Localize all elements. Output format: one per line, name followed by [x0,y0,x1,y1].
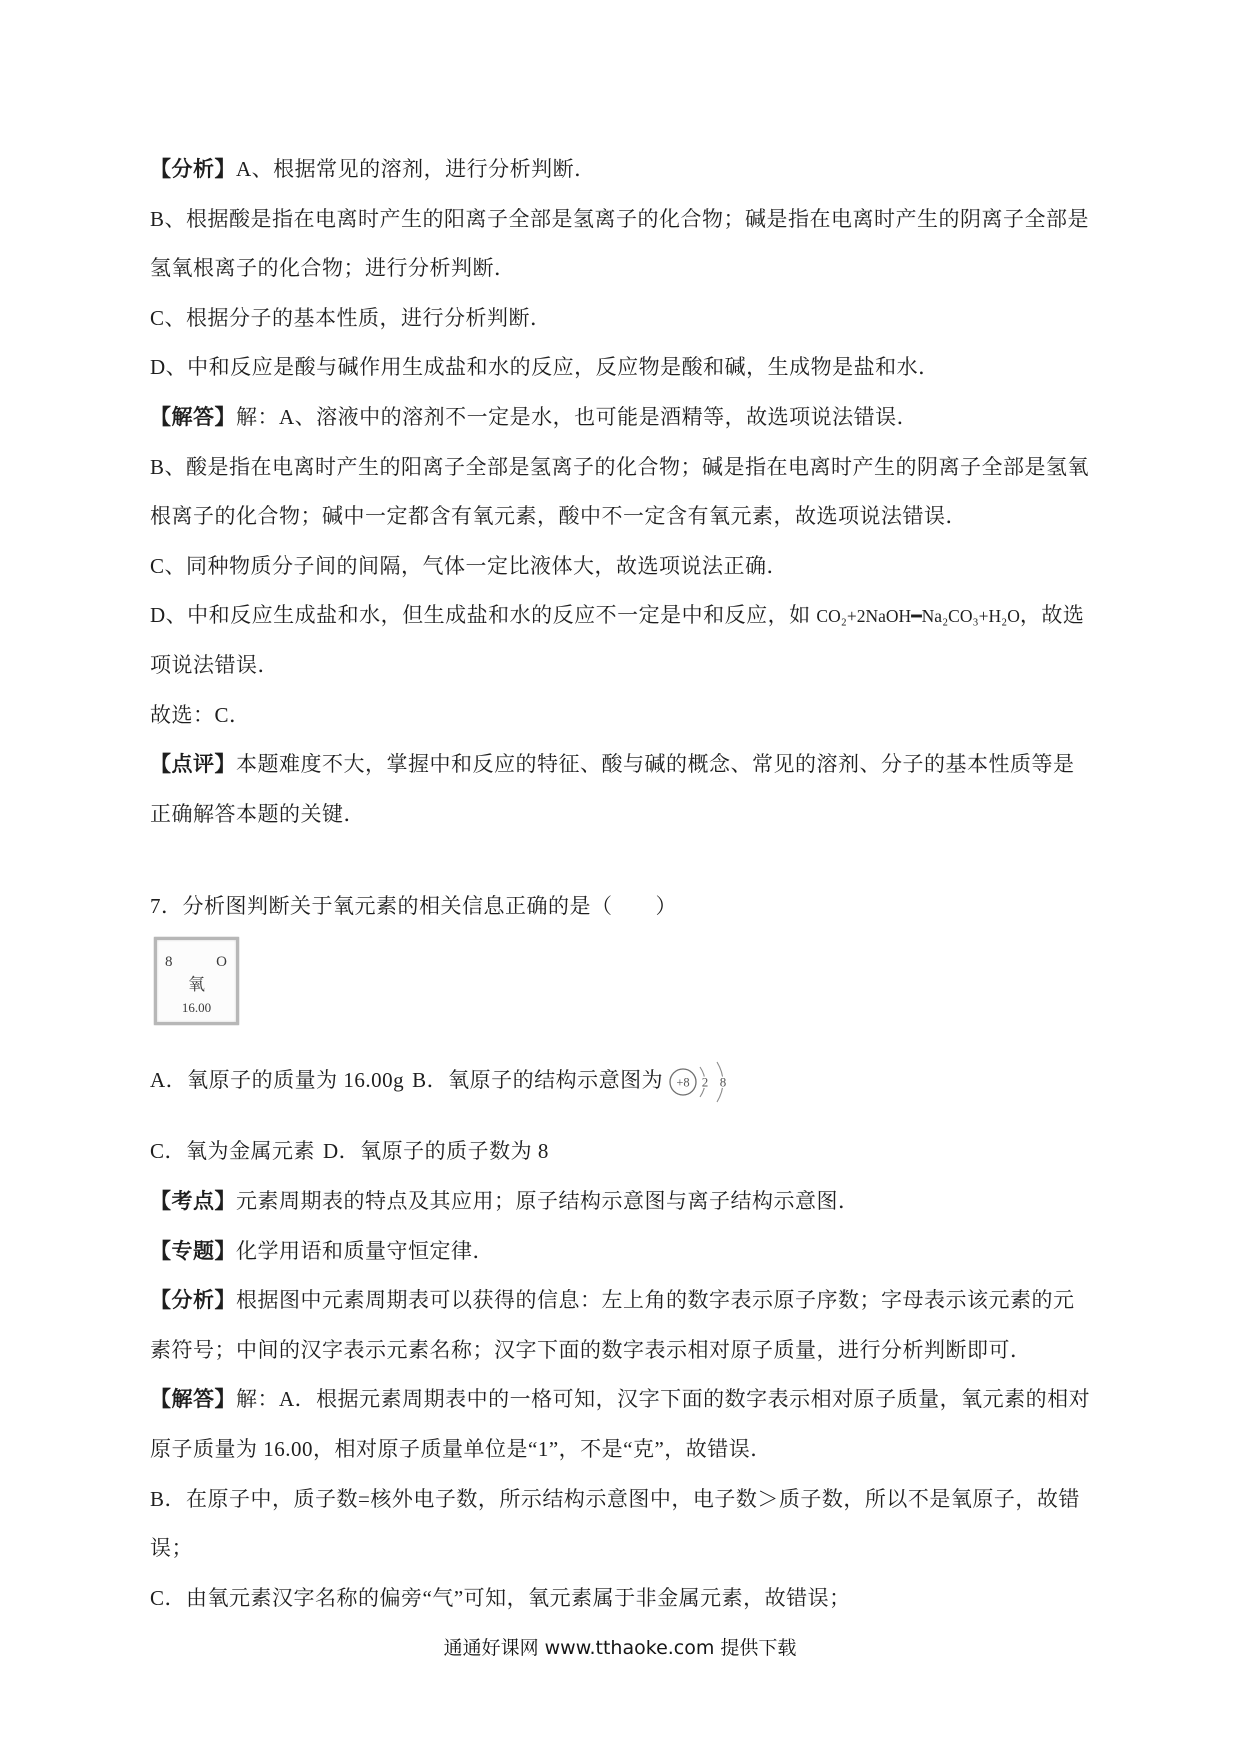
analysis-label: 【分析】 [150,157,236,181]
footer-text: 通通好课网 www.tthaoke.com 提供下载 [443,1637,797,1659]
shell-2-electron-count: 8 [719,1074,727,1090]
line-text: 氢氧根离子的化合物；进行分析判断． [150,256,516,281]
explanation-line [150,1425,1130,1475]
comment-label: 【点评】 [150,752,236,777]
explanation-line [150,691,1130,741]
explanation-line [150,1574,1130,1624]
previous-question-explanation [150,145,1130,839]
explanation-line [150,393,1130,443]
options-row-ab [150,1056,1130,1106]
explanation-line [150,542,1130,592]
line-text: C、根据分子的基本性质，进行分析判断． [150,305,552,330]
explanation-line [150,244,1130,294]
options-row-cd [150,1127,1130,1177]
shell-1-electron-count: 2 [701,1074,709,1090]
element-name: 氧 [188,975,205,994]
question-text: 7．分析图判断关于氧元素的相关信息正确的是（ ） [150,894,677,918]
line-text: 解：A．根据元素周期表中的一格可知，汉字下面的数字表示相对原子质量，氧元素的相对 [236,1387,1091,1412]
explanation-line [150,145,1130,195]
line-text: 正确解答本题的关键． [150,801,365,826]
explanation-line [150,443,1130,493]
solution-label: 【解答】 [150,1387,236,1412]
chemical-equation: CO₂+2NaOH━Na₂CO₃+H₂O [816,606,1020,627]
option-c: C．氧为金属元素 [150,1139,316,1163]
line-text-tail: ，故选 [1019,603,1085,628]
line-text: C、同种物质分子间的间隔，气体一定比液体大，故选项说法正确． [150,553,789,578]
relative-atomic-mass: 16.00 [181,1000,212,1015]
nucleus-charge: +8 [676,1075,690,1090]
explanation-line [150,790,1130,840]
topic-label: 【专题】 [150,1238,236,1263]
option-a: A．氧原子的质量为 16.00g [150,1068,405,1092]
explanation-line [150,1326,1130,1376]
explanation-line [150,1177,1130,1227]
line-text: 元素周期表的特点及其应用；原子结构示意图与离子结构示意图． [236,1189,860,1213]
explanation-line [150,1475,1130,1525]
line-text: D、中和反应是酸与碱作用生成盐和水的反应，反应物是酸和碱，生成物是盐和水． [150,355,940,380]
atomic-number: 8 [165,954,173,970]
periodic-table-cell-oxygen [154,937,239,1025]
explanation-line [150,1227,1130,1277]
line-text: C．由氧元素汉字名称的偏旁“气”可知，氧元素属于非金属元素，故错误； [150,1585,851,1610]
line-text: 根据图中元素周期表可以获得的信息：左上角的数字表示原子序数；字母表示该元素的元 [236,1288,1075,1313]
explanation-line [150,343,1130,393]
line-text: 误； [150,1536,193,1561]
explanation-line [150,1276,1130,1326]
question-7-explanation [150,1177,1130,1623]
line-text: D、中和反应生成盐和水，但生成盐和水的反应不一定是中和反应，如 [150,603,817,628]
explanation-line [150,492,1130,542]
line-text: A、根据常见的溶剂，进行分析判断． [236,157,596,181]
explanation-line [150,740,1130,790]
analysis-label: 【分析】 [150,1288,236,1313]
answer-choice: 故选：C． [150,702,251,727]
element-symbol: O [216,954,227,970]
question-stem [150,882,1130,932]
explanation-line [150,1375,1130,1425]
explanation-line [150,1524,1130,1574]
option-b: B．氧原子的结构示意图为 [412,1068,664,1092]
line-text: 根离子的化合物；碱中一定都含有氧元素，酸中不一定含有氧元素，故选项说法错误． [150,504,967,529]
option-d: D．氧原子的质子数为 8 [323,1139,549,1163]
solution-label: 【解答】 [150,404,236,429]
explanation-line [150,591,1130,641]
line-text: 素符号；中间的汉字表示元素名称；汉字下面的数字表示相对原子质量，进行分析判断即可． [150,1337,1032,1362]
line-text: 解：A、溶液中的溶剂不一定是水，也可能是酒精等，故选项说法错误． [236,404,919,429]
atomic-structure-diagram [667,1056,733,1108]
line-text: 原子质量为 16.00，相对原子质量单位是“1”，不是“克”，故错误． [150,1436,772,1461]
line-text: B．在原子中，质子数=核外电子数，所示结构示意图中，电子数＞质子数，所以不是氧原子，故错 [150,1486,1080,1511]
line-text: B、根据酸是指在电离时产生的阳离子全部是氢离子的化合物；碱是指在电离时产生的阴离子全部是 [150,206,1090,231]
explanation-line [150,641,1130,691]
explanation-line [150,294,1130,344]
page-footer [0,1634,1240,1662]
key-point-label: 【考点】 [150,1189,236,1213]
line-text: 化学用语和质量守恒定律． [236,1238,494,1263]
line-text: B、酸是指在电离时产生的阳离子全部是氢离子的化合物；碱是指在电离时产生的阴离子全部是氢氧 [150,454,1090,479]
line-text: 本题难度不大，掌握中和反应的特征、酸与碱的概念、常见的溶剂、分子的基本性质等是 [236,752,1075,777]
line-text: 项说法错误． [150,652,279,677]
explanation-line [150,195,1130,245]
